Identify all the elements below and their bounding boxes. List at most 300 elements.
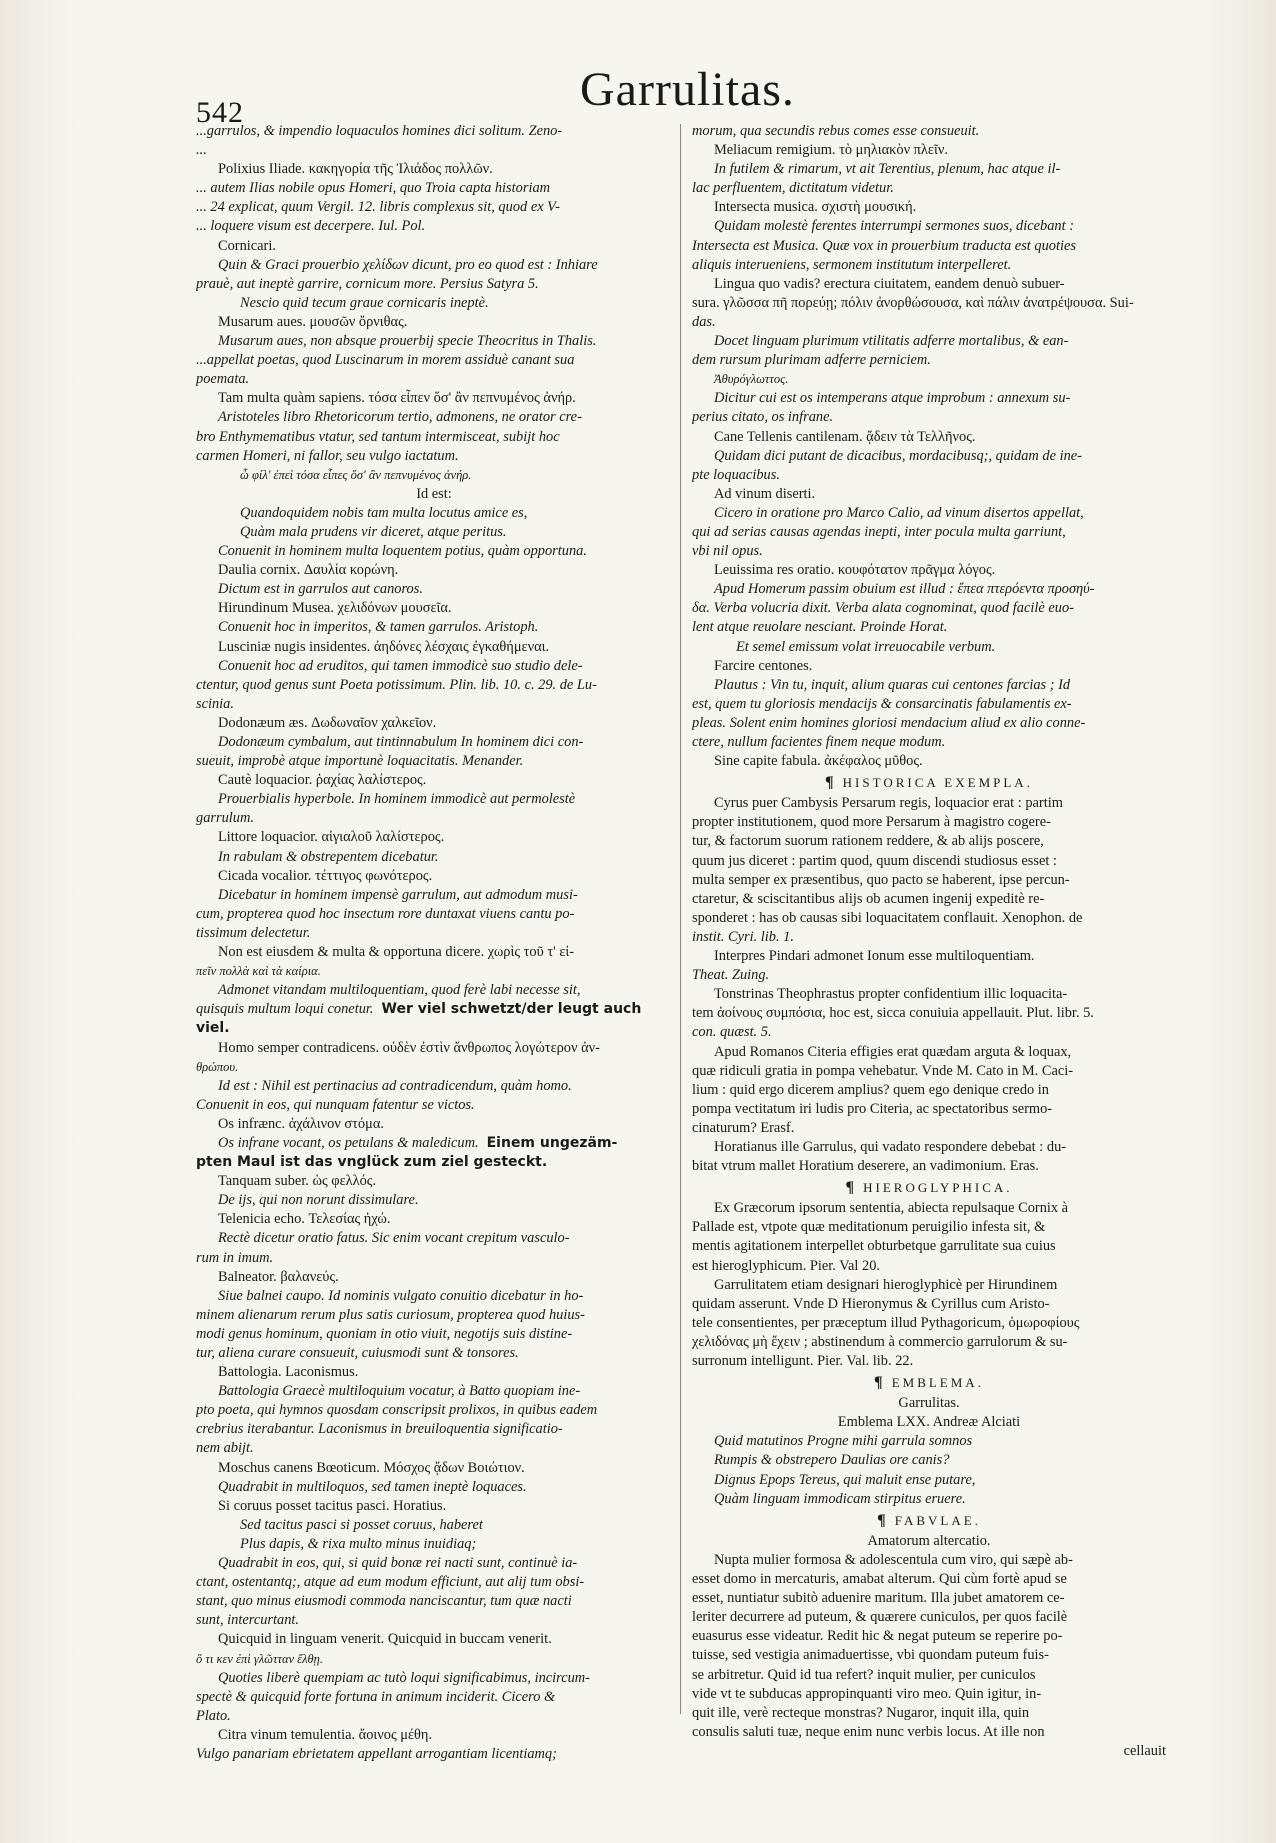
text-line: esset domo in mercaturis, amabat alterum. Qui cùm fortè apud se [692, 1571, 1067, 1588]
right-column-line [692, 160, 1166, 179]
text-line: Tam multa quàm sapiens. τόσα εἶπεν ὅσ' ἂν πεπνυμένος ἀνήρ. [218, 390, 576, 407]
right-column-line [692, 1081, 1166, 1100]
right-column-line [692, 1511, 1166, 1530]
text-line: vbi nil opus. [692, 543, 763, 560]
text-line: Dicitur cui est os intemperans atque improbum : annexum su- [714, 390, 1071, 407]
left-column-line [196, 1573, 672, 1592]
left-column-line [196, 237, 672, 256]
right-column-line [692, 408, 1166, 427]
text-line: Garrulitas. [898, 1395, 960, 1412]
left-column-line [196, 657, 672, 676]
text-line: Intersecta est Musica. Quæ vox in prouerbium traducta est quoties [692, 237, 1076, 254]
text-line: scinia. [196, 695, 234, 712]
left-column-line [196, 1134, 672, 1153]
text-line: tissimum delectetur. [196, 924, 311, 941]
text-line: nem abijt. [196, 1440, 254, 1457]
left-column-line [196, 408, 672, 427]
right-column-line [692, 928, 1166, 947]
text-line: Dictum est in garrulos aut canoros. [218, 581, 423, 598]
right-column-line [692, 351, 1166, 370]
right-column-line [692, 599, 1166, 618]
left-column-line [196, 1382, 672, 1401]
left-column-line [196, 1688, 672, 1707]
left-column-line [196, 217, 672, 236]
right-column-line [692, 638, 1166, 657]
left-column-line [196, 179, 672, 198]
left-column-line [196, 1325, 672, 1344]
text-line: se arbitretur. Quid id tua refert? inquit mulier, per cuniculos [692, 1666, 1036, 1683]
right-column-line [692, 657, 1166, 676]
left-column-line [196, 523, 672, 542]
pilcrow-icon: ¶ [874, 1374, 886, 1392]
right-column-line [692, 1314, 1166, 1333]
text-line: Admonet vitandam multiloquentiam, quod ferè labi necesse sit, [218, 982, 581, 999]
text-line: Intersecta musica. σχιστὴ μουσική. [714, 199, 917, 216]
right-column-line [692, 1004, 1166, 1023]
right-column-line [692, 122, 1166, 141]
left-column-line [196, 1344, 672, 1363]
text-line: Farcire centones. [714, 657, 813, 674]
left-column-line [196, 313, 672, 332]
text-line: perius citato, os infrane. [692, 409, 834, 426]
text-line: Quid matutinos Progne mihi garrula somnos [714, 1433, 973, 1450]
text-line: pleas. Solent enim homines gloriosi mendacium aliud ex alio conne- [692, 714, 1086, 731]
right-column-line [692, 1023, 1166, 1042]
left-column [196, 122, 672, 1764]
text-line: Aristoteles libro Rhetoricorum tertio, admonens, ne orator cre- [218, 409, 582, 426]
left-column-line [196, 1115, 672, 1134]
right-column-line [692, 1295, 1166, 1314]
right-column-line [692, 1276, 1166, 1295]
text-line: Cicero in oratione pro Marco Calio, ad vinum disertos appellat, [714, 504, 1084, 521]
left-column-line [196, 848, 672, 867]
text-line: Quandoquidem nobis tam multa locutus amice es, [240, 504, 528, 521]
text-line: pto poeta, qui hymnos quosdam conscripsit prolixos, in quibus eadem [196, 1402, 598, 1419]
right-column-line [692, 237, 1166, 256]
text-line: quum jus diceret : partim quod, quum discendi studiosus esset : [692, 852, 1057, 869]
right-column-line [692, 1157, 1166, 1176]
text-line: Id est: [416, 485, 452, 502]
right-column-line [692, 1742, 1166, 1761]
right-column-line [692, 1237, 1166, 1256]
text-line: ... autem Ilias nobile opus Homeri, quo Troia capta historiam [196, 180, 551, 197]
left-column-line [196, 1401, 672, 1420]
right-column-line [692, 618, 1166, 637]
left-column-line [196, 714, 672, 733]
left-column-line [196, 389, 672, 408]
left-column-line [196, 1287, 672, 1306]
text-line: Rumpis & obstrepero Daulias ore canis? [714, 1452, 950, 1469]
text-line: Id est : Nihil est pertinacius ad contradicendum, quàm homo. [218, 1077, 572, 1094]
text-line: δα. Verba volucria dixit. Verba alata cognominat, quod facilè euo- [692, 600, 1074, 617]
german-gloss: Wer viel schwetzt/der leugt auch [381, 1001, 642, 1018]
text-line: surronum intelligunt. Pier. Val. lib. 22. [692, 1353, 914, 1369]
right-column-line [692, 332, 1166, 351]
right-column-line [692, 1333, 1166, 1352]
right-column-line [692, 773, 1166, 792]
text-line: bitat vtrum mallet Horatium deserere, an vadimonium. Eras. [692, 1158, 1039, 1175]
text-line: Plautus : Vin tu, inquit, alium quaras cui centones farcias ; Id [714, 676, 1071, 693]
left-column-line [196, 1554, 672, 1573]
left-column-line [196, 1249, 672, 1268]
right-column-line [692, 1471, 1166, 1490]
text-line: Et semel emissum volat irreuocabile verbum. [736, 638, 996, 655]
text-line: EMBLEMA. [891, 1375, 984, 1391]
right-column-line [692, 447, 1166, 466]
text-line: pte loquacibus. [692, 466, 780, 483]
text-line: Conuenit in eos, qui nunquam fatentur se victos. [196, 1096, 475, 1113]
text-line: Citra vinum temulentia. ἄοινος μέθη. [218, 1726, 433, 1743]
right-column-line [692, 752, 1166, 771]
left-column-line [196, 256, 672, 275]
text-line: Interpres Pindari admonet Ionum esse multiloquentiam. [714, 948, 1035, 965]
left-column-line [196, 1630, 672, 1649]
left-column-line [196, 828, 672, 847]
text-line: Dodonæum æs. Δωδωναῖον χαλκεῖον. [218, 714, 437, 731]
left-column-line [196, 962, 672, 981]
left-column-line [196, 122, 672, 141]
text-line: con. quæst. 5. [692, 1024, 772, 1041]
left-column-line [196, 1153, 672, 1172]
text-line: sura. γλῶσσα πῆ πορεύῃ; πόλιν ἀνορθώσουσα, καὶ πάλιν ἀνατρέψουσα. Sui- [692, 294, 1134, 311]
right-column-line [692, 794, 1166, 813]
text-line: tuisse, sed vestigia animaduertisse, vbi quondam puteum fuis- [692, 1647, 1049, 1664]
right-column-line [692, 275, 1166, 294]
left-column-line [196, 1210, 672, 1229]
text-line: θρώπου. [196, 1059, 239, 1074]
text-line: sponderet : has ob causas sibi loquacitatem conflauit. Xenophon. de [692, 909, 1083, 926]
right-column-line [692, 179, 1166, 198]
text-line: Dignus Epops Tereus, qui maluit ense putare, [714, 1471, 976, 1488]
left-column-line [196, 141, 672, 160]
left-column-line [196, 370, 672, 389]
text-line: Battologia Graecè multiloquium vocatur, à Batto quopiam ine- [218, 1383, 581, 1400]
text-line: ... [196, 142, 207, 159]
left-column-line [196, 580, 672, 599]
left-column-line [196, 1191, 672, 1210]
text-line: Meliacum remigium. τὸ μηλιακὸν πλεῖν. [714, 142, 948, 159]
text-line: Balneator. βαλανεύς. [218, 1268, 339, 1285]
right-column-line [692, 1490, 1166, 1509]
text-line: Dicebatur in hominem impensè garrulum, aut admodum musi- [218, 886, 578, 903]
text-line: Quidam dici putant de dicacibus, mordacibusq;, quidam de ine- [714, 447, 1082, 464]
left-column-line [196, 1650, 672, 1669]
left-column-line [196, 351, 672, 370]
text-line: Cornicari. [218, 237, 276, 254]
text-line: Telenicia echo. Τελεσίας ἠχώ. [218, 1211, 391, 1228]
left-column-line [196, 160, 672, 179]
text-line: sunt, intercurtant. [196, 1612, 299, 1629]
left-column-line [196, 1459, 672, 1478]
text-line: Ἀθυρόγλωττος. [714, 372, 789, 387]
left-column-line [196, 1420, 672, 1439]
text-line: garrulum. [196, 810, 254, 827]
text-line: Docet linguam plurimum vtilitatis adferre mortalibus, & ean- [714, 333, 1069, 350]
left-column-line [196, 198, 672, 217]
right-column-line [692, 1218, 1166, 1237]
left-column-line [196, 1439, 672, 1458]
text-line: Prouerbialis hyperbole. In hominem immodicè aut permolestè [218, 791, 576, 808]
left-column-line [196, 561, 672, 580]
left-column-line [196, 1592, 672, 1611]
text-line: ...appellat poetas, quod Luscinarum in morem assiduè canant sua [196, 352, 575, 369]
right-column-line [692, 1704, 1166, 1723]
text-line: HIEROGLYPHICA. [863, 1180, 1013, 1196]
text-line: Os infrane vocant, os petulans & maledicum. [218, 1134, 479, 1151]
left-column-line [196, 1306, 672, 1325]
text-line: prauè, aut ineptè garrire, cornicum more. Persius Satyra 5. [196, 275, 539, 292]
text-line: est hieroglyphicum. Pier. Val 20. [692, 1257, 880, 1274]
right-column-line [692, 695, 1166, 714]
text-line: ... loquere visum est decerpere. Iul. Pol. [196, 218, 426, 235]
text-line: Sed tacitus pasci si posset coruus, haberet [240, 1516, 483, 1533]
text-line: modi genus hominum, quoniam in otio viuit, negotijs suis distine- [196, 1325, 573, 1342]
text-line: Cane Tellenis cantilenam. ᾄδειν τὰ Τελλῆνος. [714, 428, 976, 445]
text-line: minem alienarum rerum plus satis curiosum, propterea quod huius- [196, 1306, 585, 1323]
right-column-line [692, 1646, 1166, 1665]
right-column-line [692, 217, 1166, 236]
text-line: tur, aliena curare consueuit, cuiusmodi sunt & tonsores. [196, 1345, 519, 1361]
left-column-line [196, 1172, 672, 1191]
right-column-line [692, 1685, 1166, 1704]
right-column-line [692, 141, 1166, 160]
text-line: das. [692, 313, 716, 330]
right-column-line [692, 1413, 1166, 1432]
left-column-line [196, 1516, 672, 1535]
text-line: Conuenit hoc in imperitos, & tamen garrulos. Aristoph. [218, 619, 539, 636]
text-line: pten Maul ist das vnglück zum ziel gesteckt. [196, 1154, 548, 1171]
text-line: est, quem tu gloriosis mendacijs & consarcinatis fabulamentis ex- [692, 695, 1072, 712]
right-column-line [692, 294, 1166, 313]
left-column-line [196, 695, 672, 714]
text-line: qui ad serias causas agendas inepti, inter pocula multa garriunt, [692, 523, 1066, 540]
text-line: tele consentientes, per præceptum illud Pythagoricum, ὁμωροφίους [692, 1314, 1080, 1331]
right-column-line [692, 485, 1166, 504]
text-line: Nupta mulier formosa & adolescentula cum viro, qui sæpè ab- [714, 1551, 1073, 1568]
right-column-line [692, 1723, 1166, 1742]
right-column-line [692, 1532, 1166, 1551]
right-column-line [692, 1394, 1166, 1413]
left-column-line [196, 905, 672, 924]
text-line: Conuenit hoc ad eruditos, qui tamen immodicè suo studio dele- [218, 657, 583, 674]
text-line: Lingua quo vadis? erectura ciuitatem, eandem denuò subuer- [714, 275, 1065, 292]
text-line: Hirundinum Musea. χελιδόνων μουσεῖα. [218, 600, 452, 617]
right-column-line [692, 852, 1166, 871]
text-line: quit ille, verè recteque monstras? Nugaror, inquit illa, quin [692, 1704, 1030, 1721]
text-line: Battologia. Laconismus. [218, 1364, 359, 1381]
right-column-line [692, 813, 1166, 832]
right-column-line [692, 313, 1166, 332]
text-line: In rabulam & obstrepentem dicebatur. [218, 848, 439, 865]
right-column-line [692, 389, 1166, 408]
text-line: Si coruus posset tacitus pasci. Horatius. [218, 1497, 447, 1514]
text-line: bro Enthymematibus vtatur, sed tantum intermisceat, subijt hoc [196, 428, 560, 445]
right-column-line [692, 561, 1166, 580]
left-column-line [196, 504, 672, 523]
text-line: Polixius Iliade. κακηγορία τῆς Ἰλιάδος πολλῶν. [218, 161, 493, 178]
left-column-line [196, 1726, 672, 1745]
text-line: instit. Cyri. lib. 1. [692, 928, 794, 945]
left-column-line [196, 752, 672, 771]
left-column-line [196, 943, 672, 962]
text-line: esset, nuntiatur subitò aduenire maritum. Illa jubet amatorem ce- [692, 1590, 1065, 1607]
right-column-line [692, 1627, 1166, 1646]
text-line: ctentur, quod genus sunt Poeta potissimum. Plin. lib. 10. c. 29. de Lu- [196, 676, 597, 693]
right-column-line [692, 733, 1166, 752]
left-column-line [196, 1611, 672, 1630]
right-column-line [692, 676, 1166, 695]
text-line: Musarum aues. μουσῶν ὄρνιθας. [218, 313, 408, 330]
text-line: Quàm linguam immodicam stirpitus eruere. [714, 1490, 966, 1507]
text-line: Plato. [196, 1707, 231, 1724]
left-column-line [196, 1039, 672, 1058]
right-column-line [692, 832, 1166, 851]
text-line: Conuenit in hominem multa loquentem potius, quàm opportuna. [218, 543, 587, 560]
text-line: spectè & quicquid forte fortuna in animum inciderit. Cicero & [196, 1688, 556, 1705]
text-line: Cautè loquacior. ῥαχίας λαλίστερος. [218, 772, 427, 789]
page-title: Garrulitas. [580, 63, 795, 116]
text-line: aliquis interueniens, sermonem institutum interpelleret. [692, 256, 1012, 273]
text-line: De ijs, qui non norunt dissimulare. [218, 1192, 419, 1209]
text-line: ctaretur, & sciscitantibus alijs ob acumen ingenij expeditè re- [692, 890, 1045, 907]
text-line: lent atque reuolare nesciant. Proinde Horat. [692, 619, 948, 636]
right-column-line [692, 1043, 1166, 1062]
text-line: FABVLAE. [894, 1512, 981, 1528]
text-line: Littore loquacior. αἰγιαλοῦ λαλίστερος. [218, 829, 445, 846]
text-line: Ad vinum diserti. [714, 485, 816, 502]
text-line: Non est eiusdem & multa & opportuna dicere. χωρὶς τοῦ τ' εἰ- [218, 944, 575, 961]
text-line: Sine capite fabula. ἀκέφαλος μῦθος. [714, 753, 923, 770]
right-column-line [692, 1062, 1166, 1081]
text-line: Quidam molestè ferentes interrumpi sermones suos, dicebant : [714, 218, 1074, 235]
text-line: Theat. Zuing. [692, 967, 770, 984]
text-line: propter institutionem, quod more Persarum à magistro cogere- [692, 814, 1051, 831]
text-line: Vulgo panariam ebrietatem appellant arrogantiam licentiamq; [196, 1745, 557, 1762]
right-column-line [692, 256, 1166, 275]
text-line: Cicada vocalior. τέττιγος φωνότερος. [218, 867, 433, 884]
left-column-line [196, 733, 672, 752]
text-line: lium : quid ergo dicerem amplius? quem ego denique credo in [692, 1081, 1050, 1098]
text-line: HISTORICA EXEMPLA. [842, 775, 1033, 791]
text-line: pompa vectitatum iri ludis pro Citeria, ac spectatoribus sermo- [692, 1100, 1053, 1117]
text-line: carmen Homeri, ni fallor, seu vulgo iactatum. [196, 447, 459, 464]
text-line: Quadrabit in eos, qui, si quid bonæ rei nacti sunt, continuè ia- [218, 1555, 578, 1572]
text-line: quæ ridiculi gratia in pompa vehebatur. Vnde M. Cato in M. Caci- [692, 1062, 1074, 1079]
text-line: Apud Homerum passim obuium est illud : ἔπεα πτερόεντα προσηύ- [714, 581, 1095, 598]
left-column-line [196, 275, 672, 294]
german-gloss: Einem ungezäm- [486, 1134, 618, 1151]
right-column-line [692, 966, 1166, 985]
text-line: Musarum aues, non absque prouerbij specie Theocritus in Thalis. [218, 333, 597, 350]
right-column-line [692, 1451, 1166, 1470]
text-line: quidam asserunt. Vnde D Hieronymus & Cyrillus cum Aristo- [692, 1295, 1050, 1312]
text-line: rum in imum. [196, 1249, 274, 1266]
right-column-line [692, 985, 1166, 1004]
right-column-line [692, 580, 1166, 599]
text-line: ctere, nullum facientes finem neque modum. [692, 734, 946, 750]
text-line: Emblema LXX. Andreæ Alciati [837, 1414, 1021, 1431]
text-line: Daulia cornix. Δαυλία κορώνη. [218, 562, 399, 579]
text-line: Apud Romanos Citeria effigies erat quædam arguta & loquax, [714, 1043, 1072, 1060]
right-column-line [692, 1608, 1166, 1627]
text-line: morum, qua secundis rebus comes esse consueuit. [692, 123, 980, 139]
left-column-line [196, 676, 672, 695]
text-line: poemata. [196, 371, 250, 388]
left-column-line [196, 618, 672, 637]
text-line: Quoties liberè quempiam ac tutò loqui significabimus, incircum- [218, 1669, 590, 1686]
text-line: ... 24 explicat, quum Vergil. 12. libris complexus sit, quod ex V- [196, 199, 560, 216]
right-column-line [692, 1178, 1166, 1197]
text-line: Pallade est, vtpote quæ meditationum peruigilio infesta sit, & [692, 1219, 1046, 1236]
left-column-line [196, 1745, 672, 1764]
text-line: crebrius iterabantur. Laconismus in breuiloquentia significatio- [196, 1421, 563, 1438]
right-column-line [692, 466, 1166, 485]
text-line: mentis agitationem interpellet obturbetque garrulitate sua cuius [692, 1238, 1056, 1255]
text-line: πεῖν πολλὰ καὶ τὰ καίρια. [196, 964, 321, 979]
right-column-line [692, 947, 1166, 966]
text-line: cellauit [1123, 1742, 1166, 1759]
text-line: Lusciniæ nugis insidentes. ἀηδόνες λέσχαις ἐγκαθήμεναι. [218, 638, 550, 655]
left-column-line [196, 542, 672, 561]
right-column-line [692, 198, 1166, 217]
text-line: consulis saluti tuæ, neque enim nunc verbis locus. At ille non [692, 1723, 1045, 1740]
text-line: Cyrus puer Cambysis Persarum regis, loquacior erat : partim [714, 795, 1063, 812]
text-line: Plus dapis, & rixa multo minus inuidiaq; [240, 1535, 477, 1552]
left-column-line [196, 1478, 672, 1497]
text-line: quisquis multum loqui conetur. [196, 1001, 374, 1018]
left-column-line [196, 867, 672, 886]
right-column-line [692, 1119, 1166, 1138]
right-column-line [692, 428, 1166, 447]
right-column-line [692, 1666, 1166, 1685]
text-line: Moschus canens Bœoticum. Μόσχος ᾄδων Βοιώτιον. [218, 1459, 525, 1476]
text-line: ὅ τι κεν ἐπὶ γλῶτταν ἔλθῃ. [196, 1651, 323, 1666]
text-line: χελιδόνας μὴ ἔχειν ; abstinendum à commercio garrulorum & su- [692, 1333, 1068, 1350]
text-line: cum, propterea quod hoc insectum rore duntaxat viuens cantu po- [196, 905, 575, 922]
text-line: leriter decurrere ad puteum, & quærere cuniculos, per quos facilè [692, 1609, 1068, 1626]
pilcrow-icon: ¶ [877, 1511, 889, 1529]
left-column-line [196, 1363, 672, 1382]
left-column-line [196, 1000, 672, 1019]
right-column-line [692, 370, 1166, 389]
right-column-line [692, 1551, 1166, 1570]
right-column-line [692, 1138, 1166, 1157]
text-line: Quàm mala prudens vir diceret, atque peritus. [240, 523, 507, 540]
right-column-line [692, 1570, 1166, 1589]
right-column-line [692, 1100, 1166, 1119]
left-column-line [196, 332, 672, 351]
right-column-line [692, 1589, 1166, 1608]
left-column-line [196, 1535, 672, 1554]
right-column-line [692, 909, 1166, 928]
text-line: euasurus esse videatur. Redit hic & negat puteum se reperire po- [692, 1628, 1063, 1645]
left-column-line [196, 294, 672, 313]
text-line: Leuissima res oratio. κουφότατον πρᾶγμα λόγος. [714, 562, 996, 579]
text-line: Homo semper contradicens. οὐδὲν ἐστὶν ἄνθρωπος λογώτερον ἀν- [218, 1039, 600, 1056]
left-column-line [196, 981, 672, 1000]
left-column-line [196, 1669, 672, 1688]
text-line: stant, quo minus eiusmodi commoda nanciscantur, tum quæ nacti [196, 1593, 572, 1610]
left-column-line [196, 1058, 672, 1077]
right-column-line [692, 504, 1166, 523]
text-line: ...garrulos, & impendio loquaculos homines dici solitum. Zeno- [196, 123, 563, 139]
right-column-line [692, 714, 1166, 733]
text-line: ctant, ostentantq;, atque ad eum modum efficiunt, aut alij tum obsi- [196, 1574, 585, 1591]
text-line: viel. [196, 1020, 230, 1037]
right-column-line [692, 871, 1166, 890]
text-line: tur, & factorum suorum rationem reddere, & ab alijs poscere, [692, 833, 1044, 850]
left-column-line [196, 886, 672, 905]
